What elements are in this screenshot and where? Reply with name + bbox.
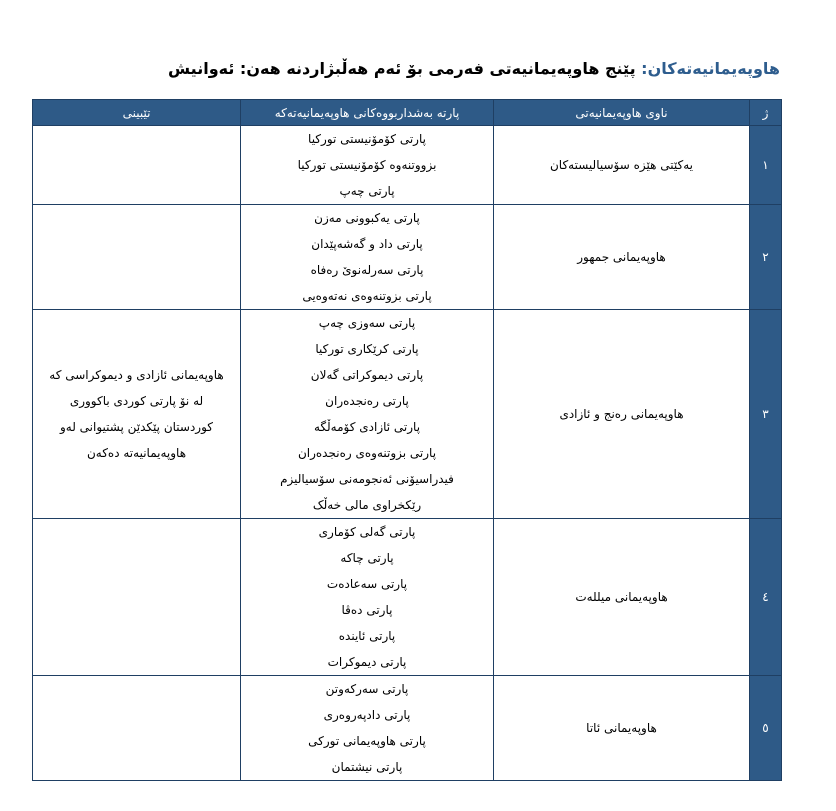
member-party: پارتی سەرلەنوێ رەفاه: [310, 263, 424, 277]
member-party: پارتی دەڤا: [341, 603, 393, 617]
member-party: پارتی چەپ: [339, 184, 395, 198]
member-party: پارتی سەعادەت: [326, 577, 408, 591]
member-parties-cell: [241, 126, 494, 205]
table-row: [33, 205, 782, 310]
row-number: ٣: [750, 310, 782, 519]
member-party: پارتی ئایندە: [338, 629, 396, 643]
table-row: [33, 126, 782, 205]
member-party: پارتی بزوتنەوەی رەنجدەران: [297, 446, 437, 460]
row-note: [33, 205, 241, 310]
member-party: پارتی کۆمۆنیستی تورکیا: [308, 132, 426, 146]
member-party: پارتی سەوزی چەپ: [318, 316, 416, 330]
member-party: پارتی گەلی کۆماری: [318, 525, 416, 539]
member-party: پارتی نیشتمان: [331, 760, 403, 774]
table-row: [33, 519, 782, 676]
alliance-name: یەکێتی هێزە سۆسیالیستەکان: [494, 126, 750, 205]
heading-lead: هاوپەیمانیەتەکان:: [641, 59, 780, 78]
row-note: [33, 519, 241, 676]
member-party: پارتی چاکە: [340, 551, 394, 565]
member-party: پارتی داد و گەشەپێدان: [311, 237, 423, 251]
row-note: هاوپەیمانی ئازادی و دیموکراسی کە لە نۆ پارتی کوردی باکووری کوردستان پێکدێن پشتیوانی لەو هاوپەیمانیەتە دەکەن: [33, 310, 241, 519]
table-row: [33, 676, 782, 781]
member-party: پارتی سەرکەوتن: [325, 682, 409, 696]
row-number: ٥: [750, 676, 782, 781]
header-number: ژ: [750, 100, 782, 126]
header-alliance-name: ناوی هاوپەیمانیەتی: [494, 100, 750, 126]
row-number: ٤: [750, 519, 782, 676]
member-party: فیدراسیۆنی ئەنجومەنی سۆسیالیزم: [280, 472, 454, 486]
member-party: پارتی ئازادی کۆمەڵگە: [313, 420, 421, 434]
member-party: رێکخراوی مالی خەڵک: [312, 498, 422, 512]
alliance-name: هاوپەیمانی میللەت: [494, 519, 750, 676]
heading-rest: پێنج هاوپەیمانیەتی فەرمی بۆ ئەم هەڵبژاردنە هەن: ئەوانیش: [168, 59, 642, 78]
member-party: پارتی رەنجدەران: [325, 394, 409, 408]
table-header-row: [33, 100, 782, 126]
member-party: پارتی یەکبوونی مەزن: [314, 211, 420, 225]
alliance-name: هاوپەیمانی ئاتا: [494, 676, 750, 781]
header-notes: تێبینی: [33, 100, 241, 126]
header-member-parties: پارتە بەشداربووەکانی هاوپەیمانیەتەکە: [241, 100, 494, 126]
page-heading: [30, 57, 780, 81]
alliance-name: هاوپەیمانی جمهور: [494, 205, 750, 310]
member-party: پارتی کرێکاری تورکیا: [315, 342, 419, 356]
row-number: ٢: [750, 205, 782, 310]
member-party: پارتی بزوتنەوەی نەتەوەیی: [302, 289, 432, 303]
row-note: [33, 126, 241, 205]
member-parties-cell: [241, 310, 494, 519]
alliances-table: [32, 99, 782, 781]
member-party: پارتی هاوپەیمانی تورکی: [308, 734, 426, 748]
member-party: پارتی دادپەروەری: [323, 708, 411, 722]
member-parties-cell: [241, 676, 494, 781]
member-party: پارتی دیموکرات: [327, 655, 407, 669]
member-party: بزووتنەوە کۆمۆنیستی تورکیا: [297, 158, 437, 172]
member-parties-cell: [241, 519, 494, 676]
member-parties-cell: [241, 205, 494, 310]
alliance-name: هاوپەیمانی رەنج و ئازادی: [494, 310, 750, 519]
row-note: [33, 676, 241, 781]
table-body: [33, 126, 782, 781]
row-number: ١: [750, 126, 782, 205]
table-row: [33, 310, 782, 519]
member-party: پارتی دیموکراتی گەلان: [310, 368, 424, 382]
